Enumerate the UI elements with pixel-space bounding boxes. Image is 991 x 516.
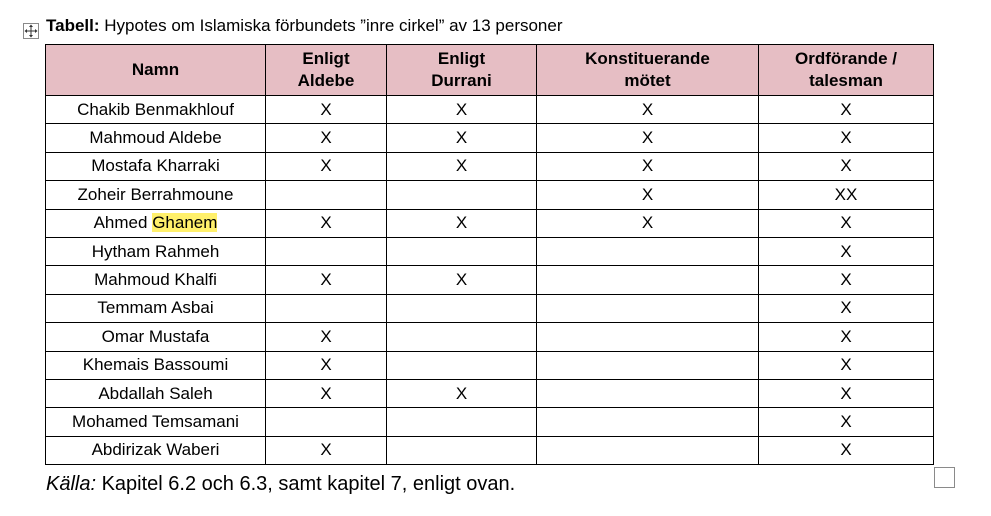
cell-ordforande: X: [759, 408, 934, 436]
cell-name: Mostafa Kharraki: [46, 152, 266, 180]
cell-ordforande: X: [759, 124, 934, 152]
cell-konstituerande: X: [537, 96, 759, 124]
cell-konstituerande: [537, 294, 759, 322]
cell-konstituerande: [537, 266, 759, 294]
cell-ordforande: X: [759, 379, 934, 407]
cell-aldebe: X: [266, 124, 387, 152]
row-end-marker: [933, 155, 934, 181]
cell-durrani: [387, 294, 537, 322]
source-label: Källa:: [46, 473, 97, 495]
cell-aldebe: [266, 408, 387, 436]
cell-aldebe: [266, 181, 387, 209]
source-note: [46, 472, 515, 496]
header-aldebe: Enligt Aldebe: [266, 45, 387, 96]
header-durrani: Enligt Durrani: [387, 45, 537, 96]
cell-konstituerande: X: [537, 209, 759, 237]
table-row: [46, 124, 934, 152]
cell-ordforande: XX: [759, 181, 934, 209]
cell-ordforande: X: [759, 96, 934, 124]
cell-durrani: [387, 351, 537, 379]
highlighted-name: Ghanem: [152, 213, 218, 233]
cell-durrani: [387, 181, 537, 209]
cell-aldebe: [266, 237, 387, 265]
cell-konstituerande: [537, 351, 759, 379]
name-prefix: Ahmed: [93, 213, 153, 233]
cell-durrani: X: [387, 96, 537, 124]
table-row: [46, 209, 934, 237]
table-row: [46, 96, 934, 124]
cell-konstituerande: X: [537, 124, 759, 152]
cell-name: Khemais Bassoumi: [46, 351, 266, 379]
cell-ordforande: X: [759, 436, 934, 464]
cell-aldebe: X: [266, 266, 387, 294]
cell-name: [46, 209, 266, 237]
cell-name: Hytham Rahmeh: [46, 237, 266, 265]
header-namn: Namn: [46, 45, 266, 96]
table-row: [46, 237, 934, 265]
table-move-handle[interactable]: [23, 23, 39, 39]
cell-konstituerande: X: [537, 181, 759, 209]
table-caption: [46, 15, 563, 37]
table-row: [46, 181, 934, 209]
cell-aldebe: X: [266, 351, 387, 379]
table-row: [46, 294, 934, 322]
cell-konstituerande: [537, 237, 759, 265]
cell-name: Abdirizak Waberi: [46, 436, 266, 464]
table-row: [46, 323, 934, 351]
cell-durrani: [387, 436, 537, 464]
table-row: [46, 351, 934, 379]
cell-name: Mahmoud Aldebe: [46, 124, 266, 152]
cell-ordforande: X: [759, 351, 934, 379]
move-arrows-icon: [24, 24, 38, 38]
cell-name: Omar Mustafa: [46, 323, 266, 351]
table-resize-handle[interactable]: [934, 467, 955, 488]
cell-konstituerande: [537, 323, 759, 351]
cell-aldebe: X: [266, 152, 387, 180]
cell-durrani: X: [387, 152, 537, 180]
cell-durrani: [387, 323, 537, 351]
cell-ordforande: X: [759, 237, 934, 265]
cell-ordforande: X: [759, 209, 934, 237]
caption-text: Hypotes om Islamiska förbundets ”inre cirkel” av 13 personer: [99, 16, 563, 35]
cell-aldebe: X: [266, 436, 387, 464]
cell-durrani: X: [387, 266, 537, 294]
caption-label: Tabell:: [46, 16, 100, 35]
cell-ordforande: X: [759, 294, 934, 322]
cell-aldebe: X: [266, 323, 387, 351]
cell-name: Mohamed Temsamani: [46, 408, 266, 436]
cell-konstituerande: X: [537, 152, 759, 180]
header-ordforande: Ordförande / talesman: [759, 45, 934, 96]
cell-aldebe: X: [266, 209, 387, 237]
cell-name: Mahmoud Khalfi: [46, 266, 266, 294]
cell-durrani: [387, 408, 537, 436]
cell-ordforande: X: [759, 152, 934, 180]
table-row: [46, 152, 934, 180]
table-header-row: [46, 45, 934, 96]
cell-name: Abdallah Saleh: [46, 379, 266, 407]
table-row: [46, 379, 934, 407]
cell-aldebe: X: [266, 96, 387, 124]
cell-durrani: [387, 237, 537, 265]
cell-name: Temmam Asbai: [46, 294, 266, 322]
cell-konstituerande: [537, 379, 759, 407]
cell-ordforande: X: [759, 266, 934, 294]
cell-name: Chakib Benmakhlouf: [46, 96, 266, 124]
cell-name: Zoheir Berrahmoune: [46, 181, 266, 209]
cell-konstituerande: [537, 408, 759, 436]
persons-table: [45, 44, 934, 465]
table-row: [46, 266, 934, 294]
cell-konstituerande: [537, 436, 759, 464]
source-text: Kapitel 6.2 och 6.3, samt kapitel 7, enligt ovan.: [96, 473, 516, 495]
cell-durrani: X: [387, 379, 537, 407]
cell-aldebe: [266, 294, 387, 322]
table-row: [46, 408, 934, 436]
cell-durrani: X: [387, 209, 537, 237]
header-konstituerande: Konstituerande mötet: [537, 45, 759, 96]
cell-ordforande: X: [759, 323, 934, 351]
cell-durrani: X: [387, 124, 537, 152]
cell-aldebe: X: [266, 379, 387, 407]
table-row: [46, 436, 934, 464]
